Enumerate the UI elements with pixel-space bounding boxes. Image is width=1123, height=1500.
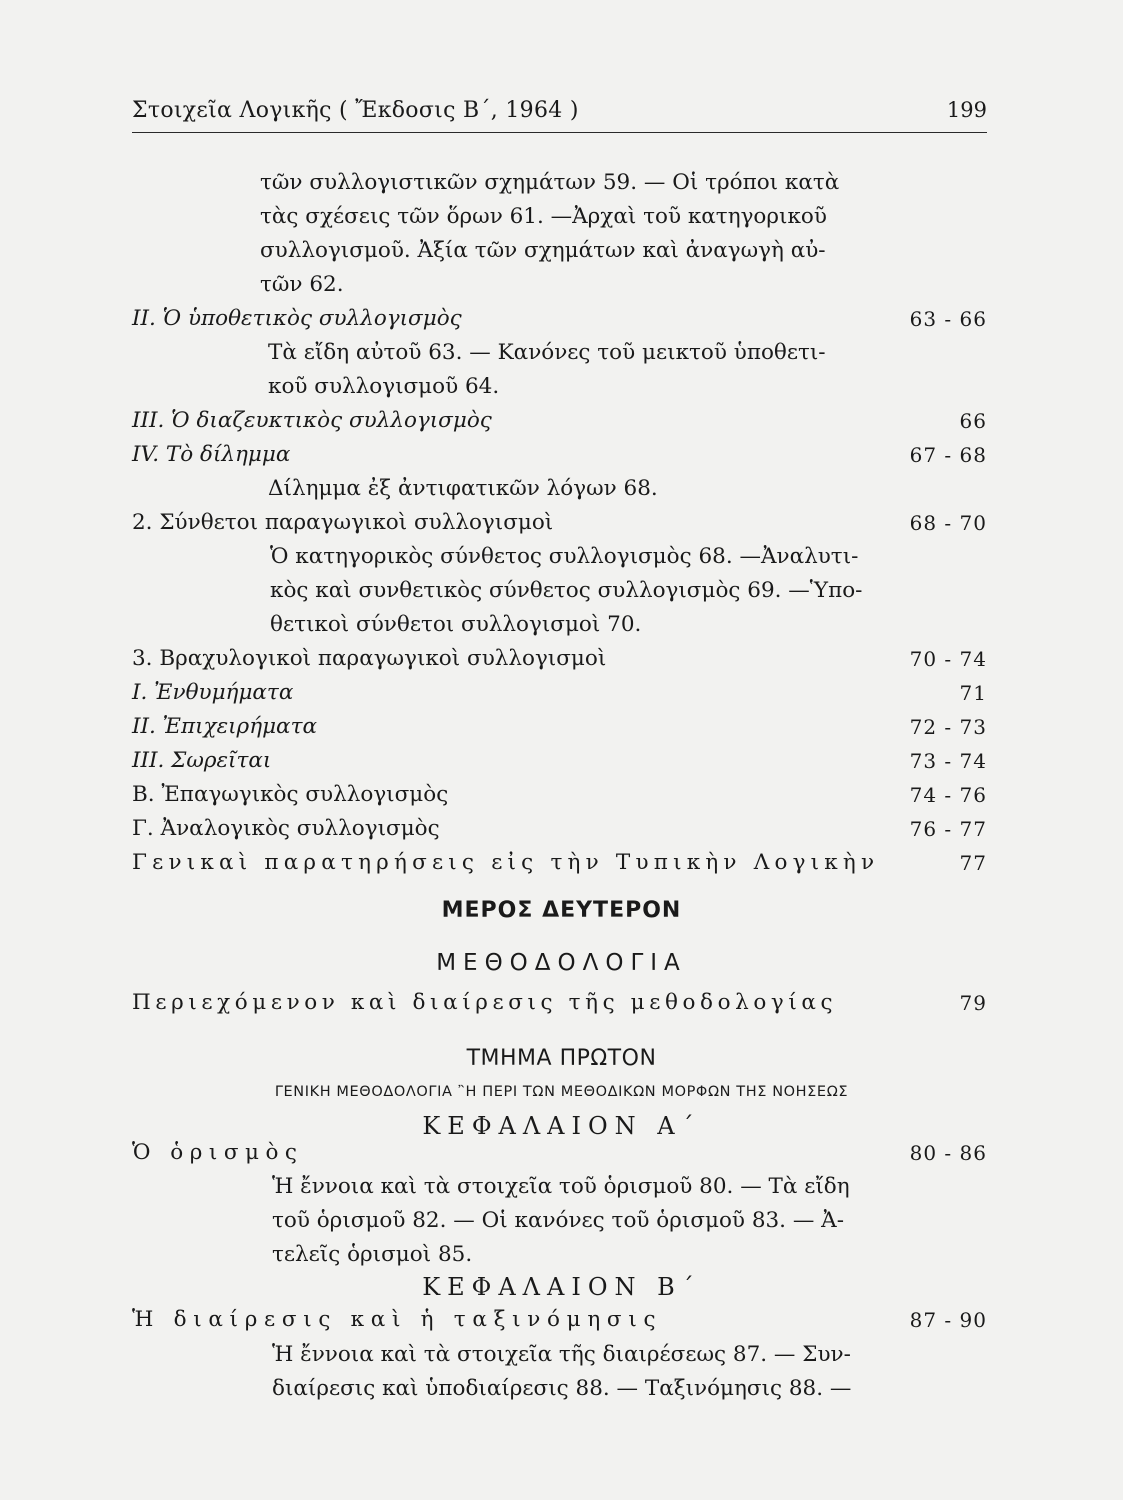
part-title: ΜΕΡΟΣ ΔΕΥΤΕΡΟΝ [441,898,682,923]
toc-text-line: κὸς καὶ συνθετικὸς σύνθετος συλλογισμὸς 69. —Ὑπο- [270,578,863,603]
toc-entry-pages: 73 - 74 [909,749,987,773]
toc-entry-pages: 70 - 74 [909,647,987,671]
page-number: 199 [946,98,987,122]
toc-entry-label: Ὁ ὁρισμὸς [132,1140,304,1165]
toc-entry-label: ΙΙΙ. Ὁ διαζευκτικὸς συλλογισμὸς [132,408,492,433]
section-subtitle: ΓΕΝΙΚΗ ΜΕΘΟΔΟΛΟΓΙΑ ῍Η ΠΕΡΙ ΤΩΝ ΜΕΘΟΔΙΚΩΝ ΜΟΡΦΩΝ ΤΗΣ ΝΟΗΣΕΩΣ [274,1084,849,1100]
toc-entry-pages: 77 [959,851,987,875]
toc-text-line: κοῦ συλλογισμοῦ 64. [268,374,500,399]
toc-entry-label: Ἡ διαίρεσις καὶ ἡ ταξινόμησις [132,1307,663,1332]
chapter-b-title: ΚΕΦΑΛΑΙΟΝ Β΄ [422,1273,701,1301]
toc-entry-label: ΙV. Τὸ δίλημμα [132,442,291,467]
toc-entry-label: 3. Βραχυλογικοὶ παραγωγικοὶ συλλογισμοὶ [132,646,607,671]
toc-text-line: Ἡ ἔννοια καὶ τὰ στοιχεῖα τοῦ ὁρισμοῦ 80. — Τὰ εἴδη [272,1174,850,1199]
toc-text-line: τὰς σχέσεις τῶν ὅρων 61. —Ἀρχαὶ τοῦ κατηγορικοῦ [260,204,827,229]
methodology-title: ΜΕΘΟΔΟΛΟΓΙΑ [436,950,687,976]
toc-entry-pages: 66 [959,409,987,433]
toc-text-line: τῶν συλλογιστικῶν σχημάτων 59. — Οἱ τρόποι κατὰ [260,170,840,195]
toc-text-line: Τὰ εἴδη αὐτοῦ 63. — Κανόνες τοῦ μεικτοῦ ὑποθετι- [268,340,826,365]
toc-entry-label: ΙΙ. Ὁ ὑποθετικὸς συλλογισμὸς [132,306,462,331]
toc-entry-label: Γ. Ἀναλογικὸς συλλογισμὸς [132,816,440,841]
toc-entry-pages: 79 [959,991,987,1015]
toc-entry-pages: 80 - 86 [909,1141,987,1165]
toc-text-line: Ἡ ἔννοια καὶ τὰ στοιχεῖα τῆς διαιρέσεως 87. — Συν- [272,1342,851,1367]
toc-entry-label: ΙΙΙ. Σωρεῖται [132,748,272,773]
toc-text-line: Ὁ κατηγορικὸς σύνθετος συλλογισμὸς 68. —Ἀναλυτι- [270,544,859,569]
toc-entry-pages: 68 - 70 [909,511,987,535]
chapter-a-title: ΚΕΦΑΛΑΙΟΝ Α΄ [422,1112,701,1140]
toc-entry-pages: 76 - 77 [909,817,987,841]
toc-text-line: τοῦ ὁρισμοῦ 82. — Οἱ κανόνες τοῦ ὁρισμοῦ 83. — Ἀ- [272,1208,844,1233]
toc-entry-pages: 87 - 90 [909,1308,987,1332]
running-header [132,92,987,133]
toc-text-line: Δίλημμα ἐξ ἀντιφατικῶν λόγων 68. [268,476,658,501]
toc-entry-label: ΙΙ. Ἐπιχειρήματα [132,714,317,739]
toc-entry-pages: 67 - 68 [909,443,987,467]
toc-entry-pages: 72 - 73 [909,715,987,739]
toc-entry-pages: 71 [959,681,987,705]
toc-entry-label: Γενικαὶ παρατηρήσεις εἰς τὴν Τυπικὴν Λογικὴν [132,850,880,875]
toc-text-line: θετικοὶ σύνθετοι συλλογισμοὶ 70. [270,612,642,637]
toc-text-line: συλλογισμοῦ. Ἀξία τῶν σχημάτων καὶ ἀναγωγὴ αὐ- [260,238,826,263]
section-title: ΤΜΗΜΑ ΠΡΩΤΟΝ [466,1046,657,1071]
toc-entry-pages: 63 - 66 [909,307,987,331]
toc-entry-pages: 74 - 76 [909,783,987,807]
toc-entry-label: Β. Ἐπαγωγικὸς συλλογισμὸς [132,782,449,807]
toc-text-line: διαίρεσις καὶ ὑποδιαίρεσις 88. — Ταξινόμησις 88. — [272,1376,852,1401]
toc-entry-label: Περιεχόμενον καὶ διαίρεσις τῆς μεθοδολογίας [132,990,838,1015]
toc-entry-label: Ι. Ἐνθυμήματα [132,680,294,705]
toc-text-line: τελεῖς ὁρισμοὶ 85. [272,1242,473,1267]
toc-text-line: τῶν 62. [260,272,344,297]
toc-entry-label: 2. Σύνθετοι παραγωγικοὶ συλλογισμοὶ [132,510,554,535]
running-title: Στοιχεῖα Λογικῆς ( Ἔκδοσις Β΄, 1964 ) [132,98,579,123]
